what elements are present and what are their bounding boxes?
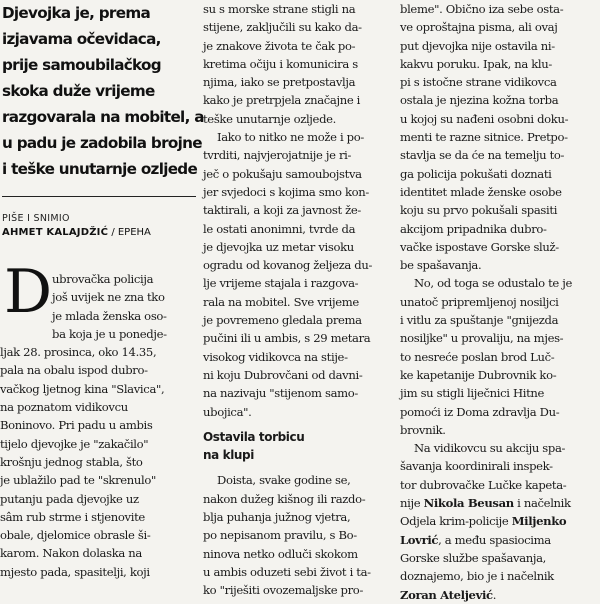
text-line: karom. Nakon dolaska na (0, 546, 142, 561)
text-line: Doista, svake godine se, (217, 473, 351, 488)
text-line: je djevojka uz metar visoku (203, 239, 354, 254)
text-line (400, 494, 600, 512)
text-line: menti te razne sitnice. Pretpo- (400, 130, 568, 145)
person-name: Zoran Ateljević (400, 587, 493, 602)
text-line (400, 586, 600, 604)
pull-quote (2, 0, 204, 182)
text-line: kretima očiju i komunicira s (203, 56, 358, 71)
person-name: Lovrić (400, 532, 439, 547)
person-name: Miljenko (511, 514, 567, 529)
text-span: . (492, 587, 497, 602)
text-line: pala na obalu ispod dubro- (0, 363, 148, 378)
column-3 (400, 0, 600, 602)
text-line: šavanja koordinirali inspek- (400, 459, 553, 474)
text-span: , a među spasiocima (438, 532, 551, 547)
byline (2, 227, 151, 238)
text-line: u kojoj su nađeni osobni doku- (400, 111, 569, 126)
text-line: ostala je njezina kožna torba (400, 93, 559, 108)
text-line: to nesreće poslan brod Luč- (400, 349, 555, 364)
text-line: Na vidikovcu su akciju spa- (414, 441, 566, 456)
text-line (400, 512, 600, 530)
article-text (400, 0, 600, 604)
text-line: ve oproštajna pisma, ali ovaj (400, 20, 558, 35)
text-line: tijelo djevojke je "zakačilo" (0, 436, 149, 451)
article-text (0, 270, 196, 581)
text-line: doznajemo, bio je i načelnik (400, 569, 554, 584)
text-line: na poznatom vidikovcu (0, 400, 128, 415)
text-line: Iako to nitko ne može i po- (217, 130, 364, 145)
article-text (203, 0, 393, 600)
text-line: njima, iako se pretpostavlja (203, 75, 356, 90)
text-line: jer svjedoci s kojima smo kon- (203, 184, 369, 199)
text-line: u ambis oduzeti sebi život i ta- (203, 564, 371, 579)
drop-cap: D (4, 257, 53, 327)
text-span: nije (400, 496, 424, 511)
text-line: blja puhanja južnog vjetra, (203, 510, 351, 525)
text-line: rala na mobitel. Sve vrijeme (203, 294, 359, 309)
text-line: unatoč pripremljenoj nosiljci (400, 294, 559, 309)
text-line: akcijom pripadnika dubro- (400, 221, 547, 236)
text-line: teške unutarnje ozljede. (203, 111, 336, 126)
text-line: je mlada ženska oso- (52, 308, 167, 323)
text-line: brovnik. (400, 422, 446, 437)
pull-quote-line: u padu je zadobila brojne (2, 134, 202, 152)
text-line: Gorske službe spašavanja, (400, 550, 547, 565)
byline-author: AHMET KALAJDŽIĆ (2, 227, 109, 238)
text-line: ubrovačka policija (52, 272, 154, 286)
text-line: su s morske strane stigli na (203, 2, 356, 16)
text-line: Boninovo. Pri padu u ambis (0, 418, 153, 433)
text-line: kakvu poruku. Ipak, na klu- (400, 56, 552, 71)
text-line: identitet mlade ženske osobe (400, 184, 562, 199)
text-span: i načelnik (513, 496, 571, 511)
text-line: nosiljke" u provaliju, na mjes- (400, 331, 564, 346)
text-line: tor dubrovačke Lučke kapeta- (400, 477, 567, 492)
text-line: još uvijek ne zna tko (52, 290, 165, 305)
text-line: ko "riješiti ovozemaljske pro- (203, 583, 364, 598)
text-line: visokog vidikovca na stije- (203, 349, 348, 364)
pull-quote-line: razgovarala na mobitel, a (2, 108, 204, 126)
text-line: No, od toga se odustalo te je (414, 276, 573, 291)
text-line: stavlja se da će na temelju to- (400, 148, 565, 163)
text-line: bleme". Obično iza sebe osta- (400, 2, 564, 16)
text-line: ga policija pokušati doznati (400, 166, 552, 181)
text-line: ogradu od kovanog željeza du- (203, 258, 373, 273)
text-line: ninova netko odluči skokom (203, 546, 358, 561)
text-line: vačke ispostave Gorske služ- (400, 239, 559, 254)
text-line: put djevojka nije ostavila ni- (400, 38, 555, 53)
text-line (400, 531, 600, 549)
pull-quote-line: prije samoubilačkog (2, 56, 161, 74)
divider-rule (2, 196, 196, 197)
text-line: je ublažilo pad te "skrenulo" (0, 473, 157, 488)
pull-quote-line: Djevojka je, prema (2, 4, 150, 22)
text-line: vačkog ljetnog kina "Slavica", (0, 381, 165, 396)
text-line: tvrditi, najvjerojatnije je ri- (203, 148, 352, 163)
text-line: putanju pada djevojke uz (0, 491, 139, 506)
text-line: pomoći iz Doma zdravlja Du- (400, 404, 560, 419)
text-line: stijene, zaključili su kako da- (203, 20, 362, 35)
text-line: je znakove života te čak po- (203, 38, 356, 53)
column-2 (203, 0, 393, 598)
text-line: obale, djelomice obrasle ši- (0, 528, 151, 543)
text-line: krošnju jednog stabla, što (0, 454, 143, 469)
text-line: ubojica". (203, 404, 252, 419)
text-line: je povremeno gledala prema (203, 313, 362, 328)
text-line: ljak 28. prosinca, oko 14.35, (0, 345, 157, 360)
text-line: be spašavanja. (400, 258, 482, 273)
text-line: po nepisanom pravilu, s Bo- (203, 528, 357, 543)
text-line: jim su stigli liječnici Hitne (400, 386, 545, 401)
text-line: kako je pretrpjela značajne i (203, 93, 361, 108)
text-line: sâm rub strme i stjenovite (0, 509, 145, 524)
column-1 (0, 0, 204, 579)
text-line: i vitlu za spuštanje "gnijezda (400, 313, 559, 328)
text-line: ba koja je u ponedje- (52, 326, 167, 341)
text-span: Odjela krim-policije (400, 514, 512, 529)
text-line: ni koju Dubrovčani od davni- (203, 367, 363, 382)
pull-quote-line: izjavama očevidaca, (2, 30, 161, 48)
pull-quote-line: i teške unutarnje ozljede (2, 160, 198, 178)
person-name: Nikola Beusan (423, 496, 514, 511)
byline-label: PIŠE I SNIMIO (2, 213, 70, 224)
text-line: le ostati anonimni, tvrde da (203, 221, 356, 236)
text-line: pučini ili u ambis, s 29 metara (203, 331, 371, 346)
byline-agency: / EPEHA (111, 227, 151, 238)
text-line: mjesto pada, spasitelji, koji (0, 564, 150, 579)
text-line: ke kapetanije Dubrovnik ko- (400, 367, 557, 382)
text-line: taktirali, a koji za javnost že- (203, 203, 361, 218)
subheading: na klupi (203, 448, 254, 463)
subheading: Ostavila torbicu (203, 429, 305, 444)
text-line: lje vrijeme stajala i razgova- (203, 276, 359, 291)
text-line: pi s istočne strane vidikovca (400, 75, 557, 90)
pull-quote-line: skoka duže vrijeme (2, 82, 155, 100)
text-line: koju su prvo pokušali spasiti (400, 203, 558, 218)
text-line: na nazivaju "stijenom samo- (203, 386, 359, 401)
text-line: nakon dužeg kišnog ili razdo- (203, 491, 366, 506)
text-line: ječ o pokušaju samoubojstva (203, 166, 362, 181)
